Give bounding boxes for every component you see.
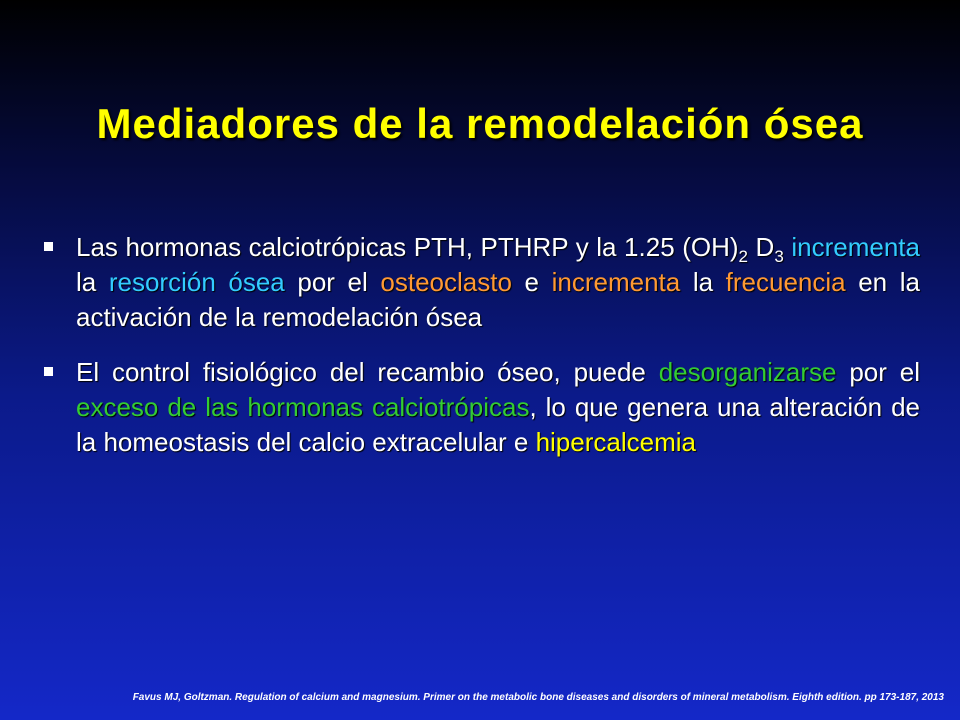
text-segment: en la activación de la remodelación ósea: [76, 267, 920, 332]
square-bullet-icon: [44, 242, 53, 251]
text-segment: D: [748, 232, 775, 262]
text-segment: incrementa: [791, 232, 920, 262]
bullet-list: [42, 230, 920, 480]
slide-title: Mediadores de la remodelación ósea: [96, 100, 864, 147]
square-bullet-icon: [44, 367, 53, 376]
text-segment: frecuencia: [725, 267, 846, 297]
text-segment: e: [511, 267, 552, 297]
text-segment: desorganizarse: [658, 357, 837, 387]
subscript-segment: 3: [774, 247, 784, 266]
text-segment: por el: [836, 357, 920, 387]
subscript-segment: 2: [738, 247, 748, 266]
text-segment: resorción ósea: [108, 267, 285, 297]
bullet-text: [76, 357, 920, 457]
text-segment: El control fisiológico del recambio óseo, puede: [76, 357, 659, 387]
bullet-item: [42, 355, 920, 460]
text-segment: por el: [284, 267, 381, 297]
text-segment: la: [76, 267, 109, 297]
bullet-text: [76, 232, 920, 332]
text-segment: , lo que genera una alteración de la homeostasis del calcio extracelular e: [76, 392, 920, 457]
bullet-item: [42, 230, 920, 335]
text-segment: exceso de las hormonas calciotrópicas: [76, 392, 530, 422]
text-segment: hipercalcemia: [535, 427, 696, 457]
text-segment: Las hormonas calciotrópicas PTH, PTHRP y la 1.25 (OH): [76, 232, 739, 262]
text-segment: la: [680, 267, 726, 297]
text-segment: osteoclasto: [380, 267, 512, 297]
reference-citation: Favus MJ, Goltzman. Regulation of calcium and magnesium. Primer on the metabolic bone diseases and disorders of mineral metabolism. Eighth edition. pp 173-187, 2013: [132, 692, 944, 703]
text-segment: incrementa: [551, 267, 681, 297]
